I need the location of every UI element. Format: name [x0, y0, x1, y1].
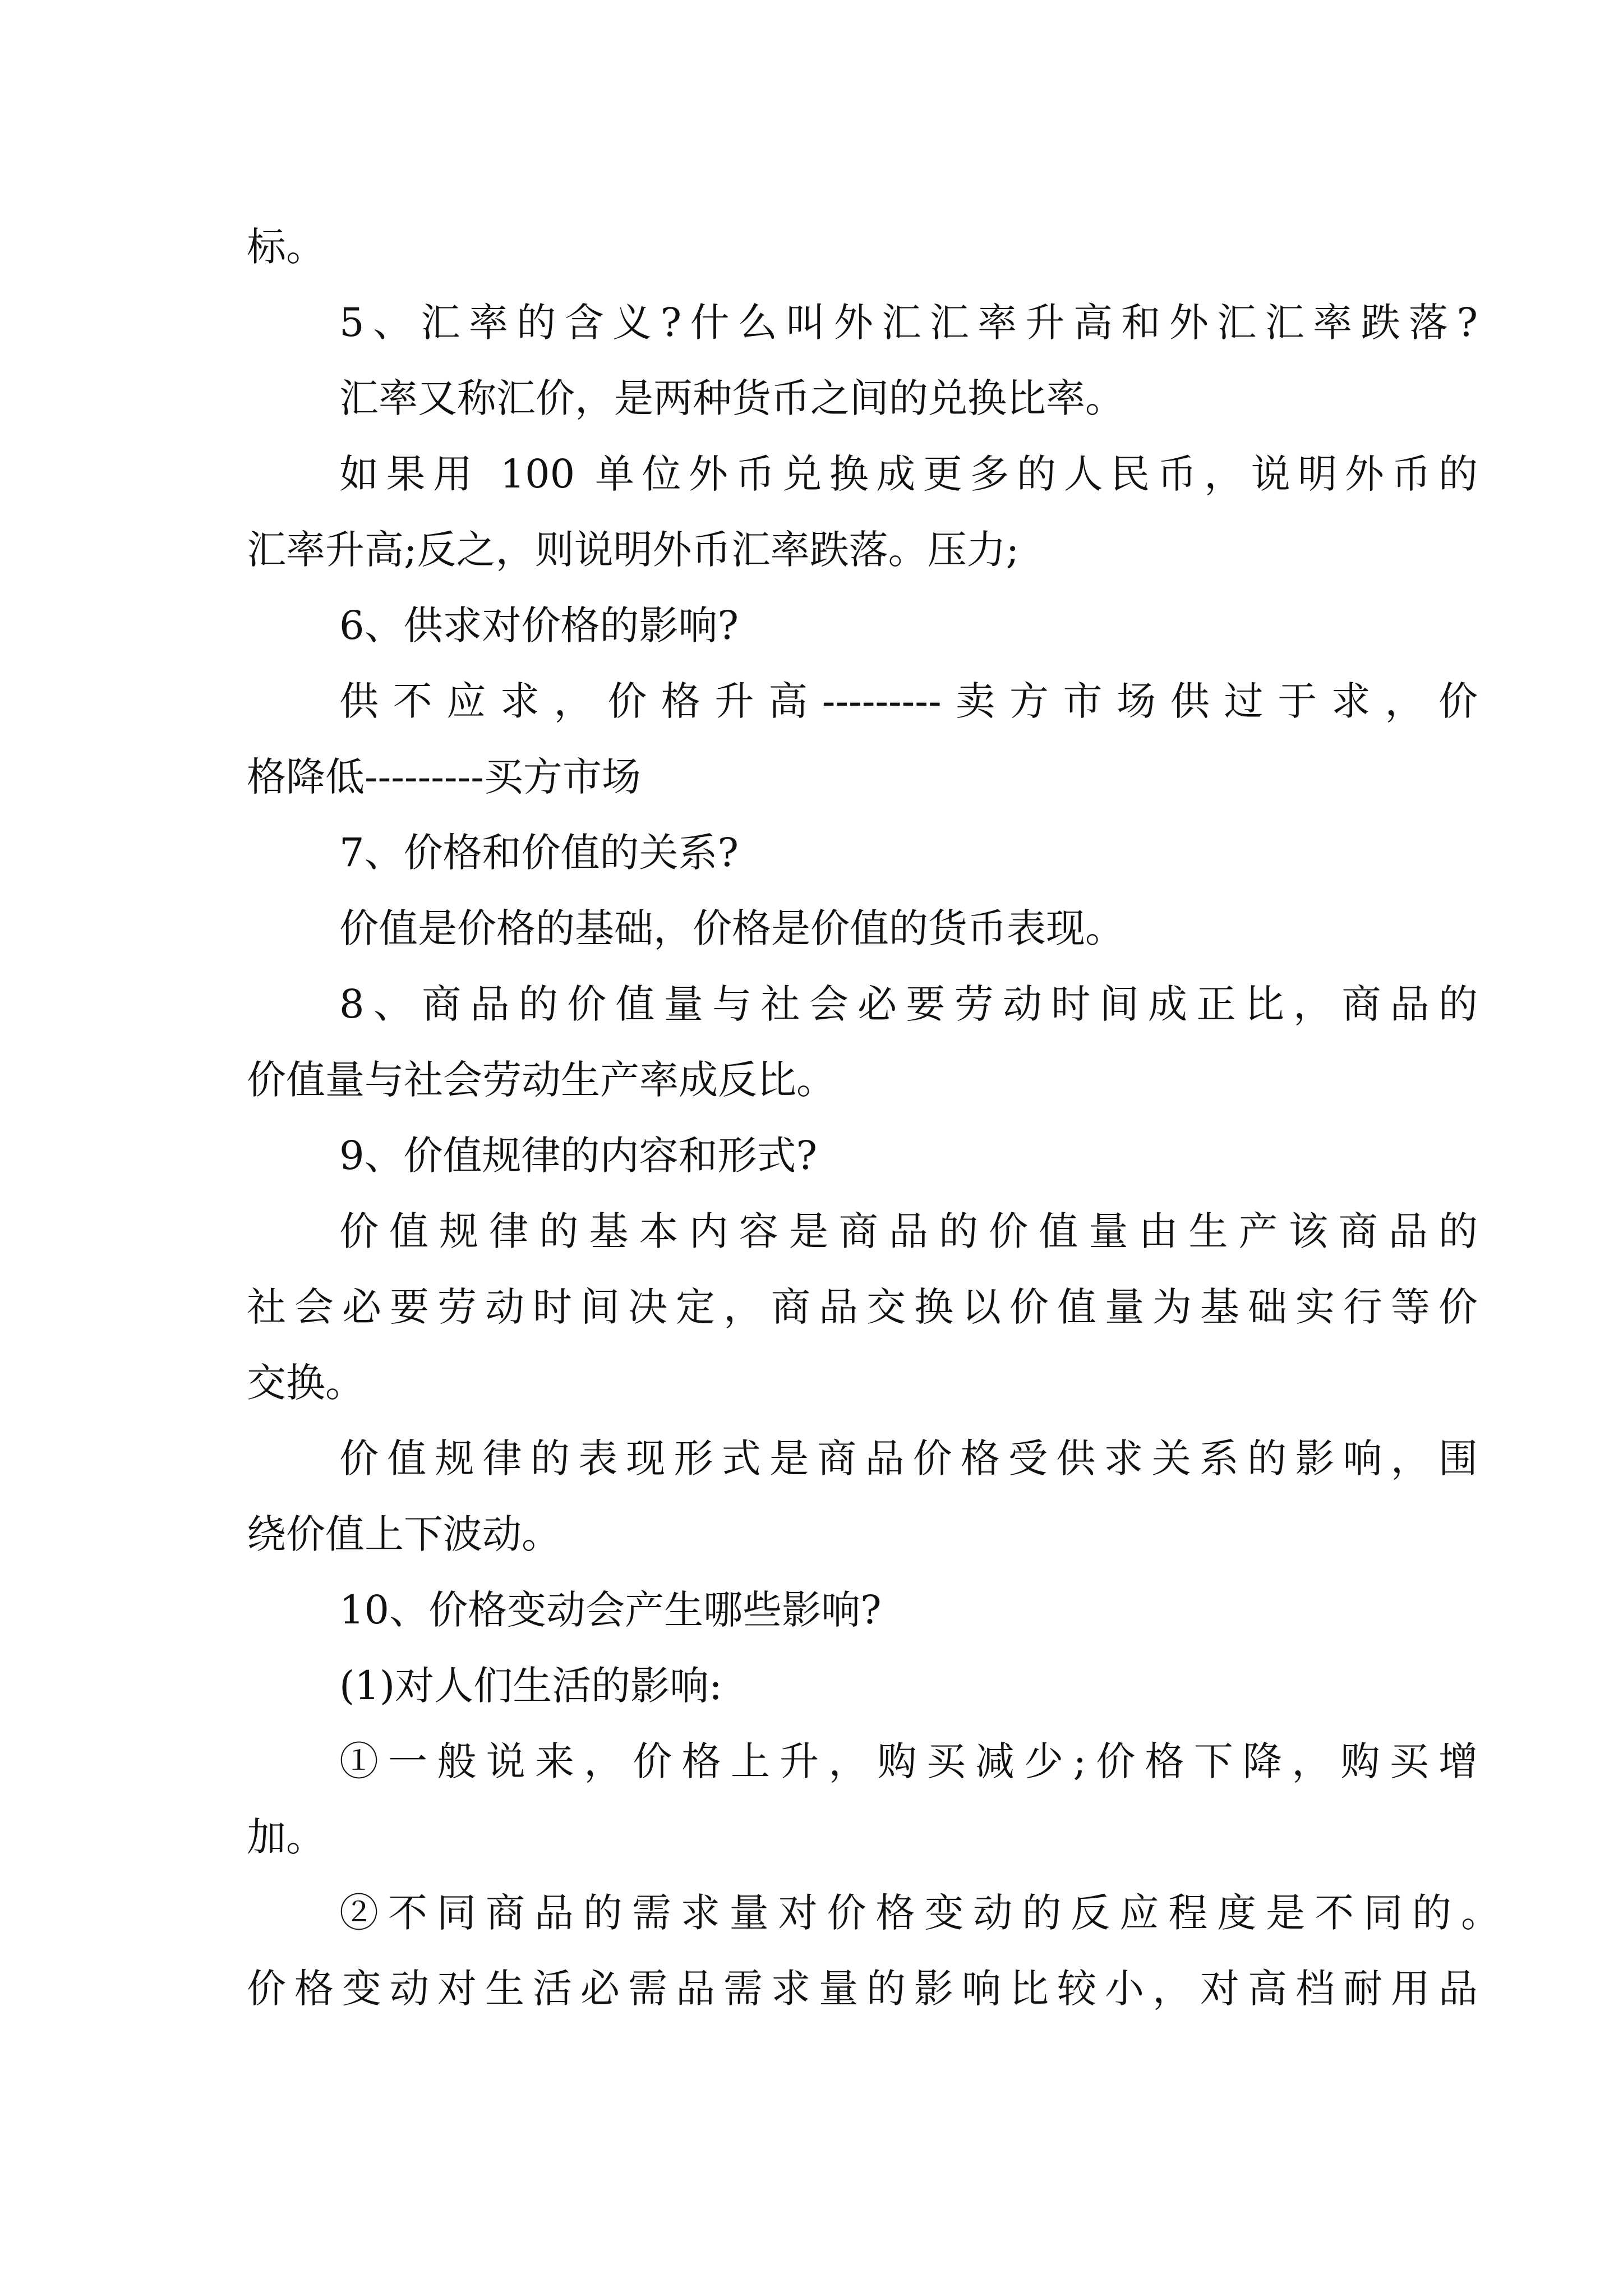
paragraph-line: 汇率又称汇价，是两种货币之间的兑换比率。: [339, 375, 1124, 421]
paragraph-line: 价值是价格的基础，价格是价值的货币表现。: [339, 905, 1124, 951]
question-6-heading: 6、供求对价格的影响?: [339, 602, 739, 648]
paragraph-line: 价值量与社会劳动生产率成反比。: [247, 1057, 836, 1103]
question-10-heading: 10、价格变动会产生哪些影响?: [339, 1587, 882, 1633]
paragraph-line: 交换。: [247, 1360, 365, 1406]
question-7-heading: 7、价格和价值的关系?: [339, 830, 739, 876]
paragraph-line: 价值规律的基本内容是商品的价值量由生产该商品的: [339, 1208, 1478, 1254]
question-5-heading: 5、汇率的含义?什么叫外汇汇率升高和外汇汇率跌落?: [339, 300, 1478, 346]
paragraph-line: ①一般说来，价格上升，购买减少;价格下降，购买增: [339, 1738, 1478, 1784]
subheading-line: (1)对人们生活的影响:: [339, 1663, 722, 1709]
question-8-line: 8、商品的价值量与社会必要劳动时间成正比，商品的: [339, 981, 1478, 1027]
paragraph-line: 价值规律的表现形式是商品价格受供求关系的影响，围: [339, 1435, 1478, 1481]
paragraph-line: ②不同商品的需求量对价格变动的反应程度是不同的。: [339, 1890, 1500, 1936]
question-9-heading: 9、价值规律的内容和形式?: [339, 1133, 818, 1179]
paragraph-line: 价格变动对生活必需品需求量的影响比较小，对高档耐用品: [247, 1966, 1478, 2012]
paragraph-line: 供不应求，价格升高---------卖方市场供过于求，价: [339, 678, 1478, 724]
paragraph-line: 汇率升高;反之，则说明外币汇率跌落。压力;: [247, 527, 1020, 573]
paragraph-line: 格降低---------买方市场: [247, 754, 641, 800]
paragraph-line: 如果用 100 单位外币兑换成更多的人民币，说明外币的: [339, 451, 1478, 497]
text-line: 标。: [247, 224, 325, 270]
paragraph-line: 社会必要劳动时间决定，商品交换以价值量为基础实行等价: [247, 1284, 1478, 1330]
paragraph-line: 绕价值上下波动。: [247, 1511, 561, 1557]
paragraph-line: 加。: [247, 1814, 325, 1860]
